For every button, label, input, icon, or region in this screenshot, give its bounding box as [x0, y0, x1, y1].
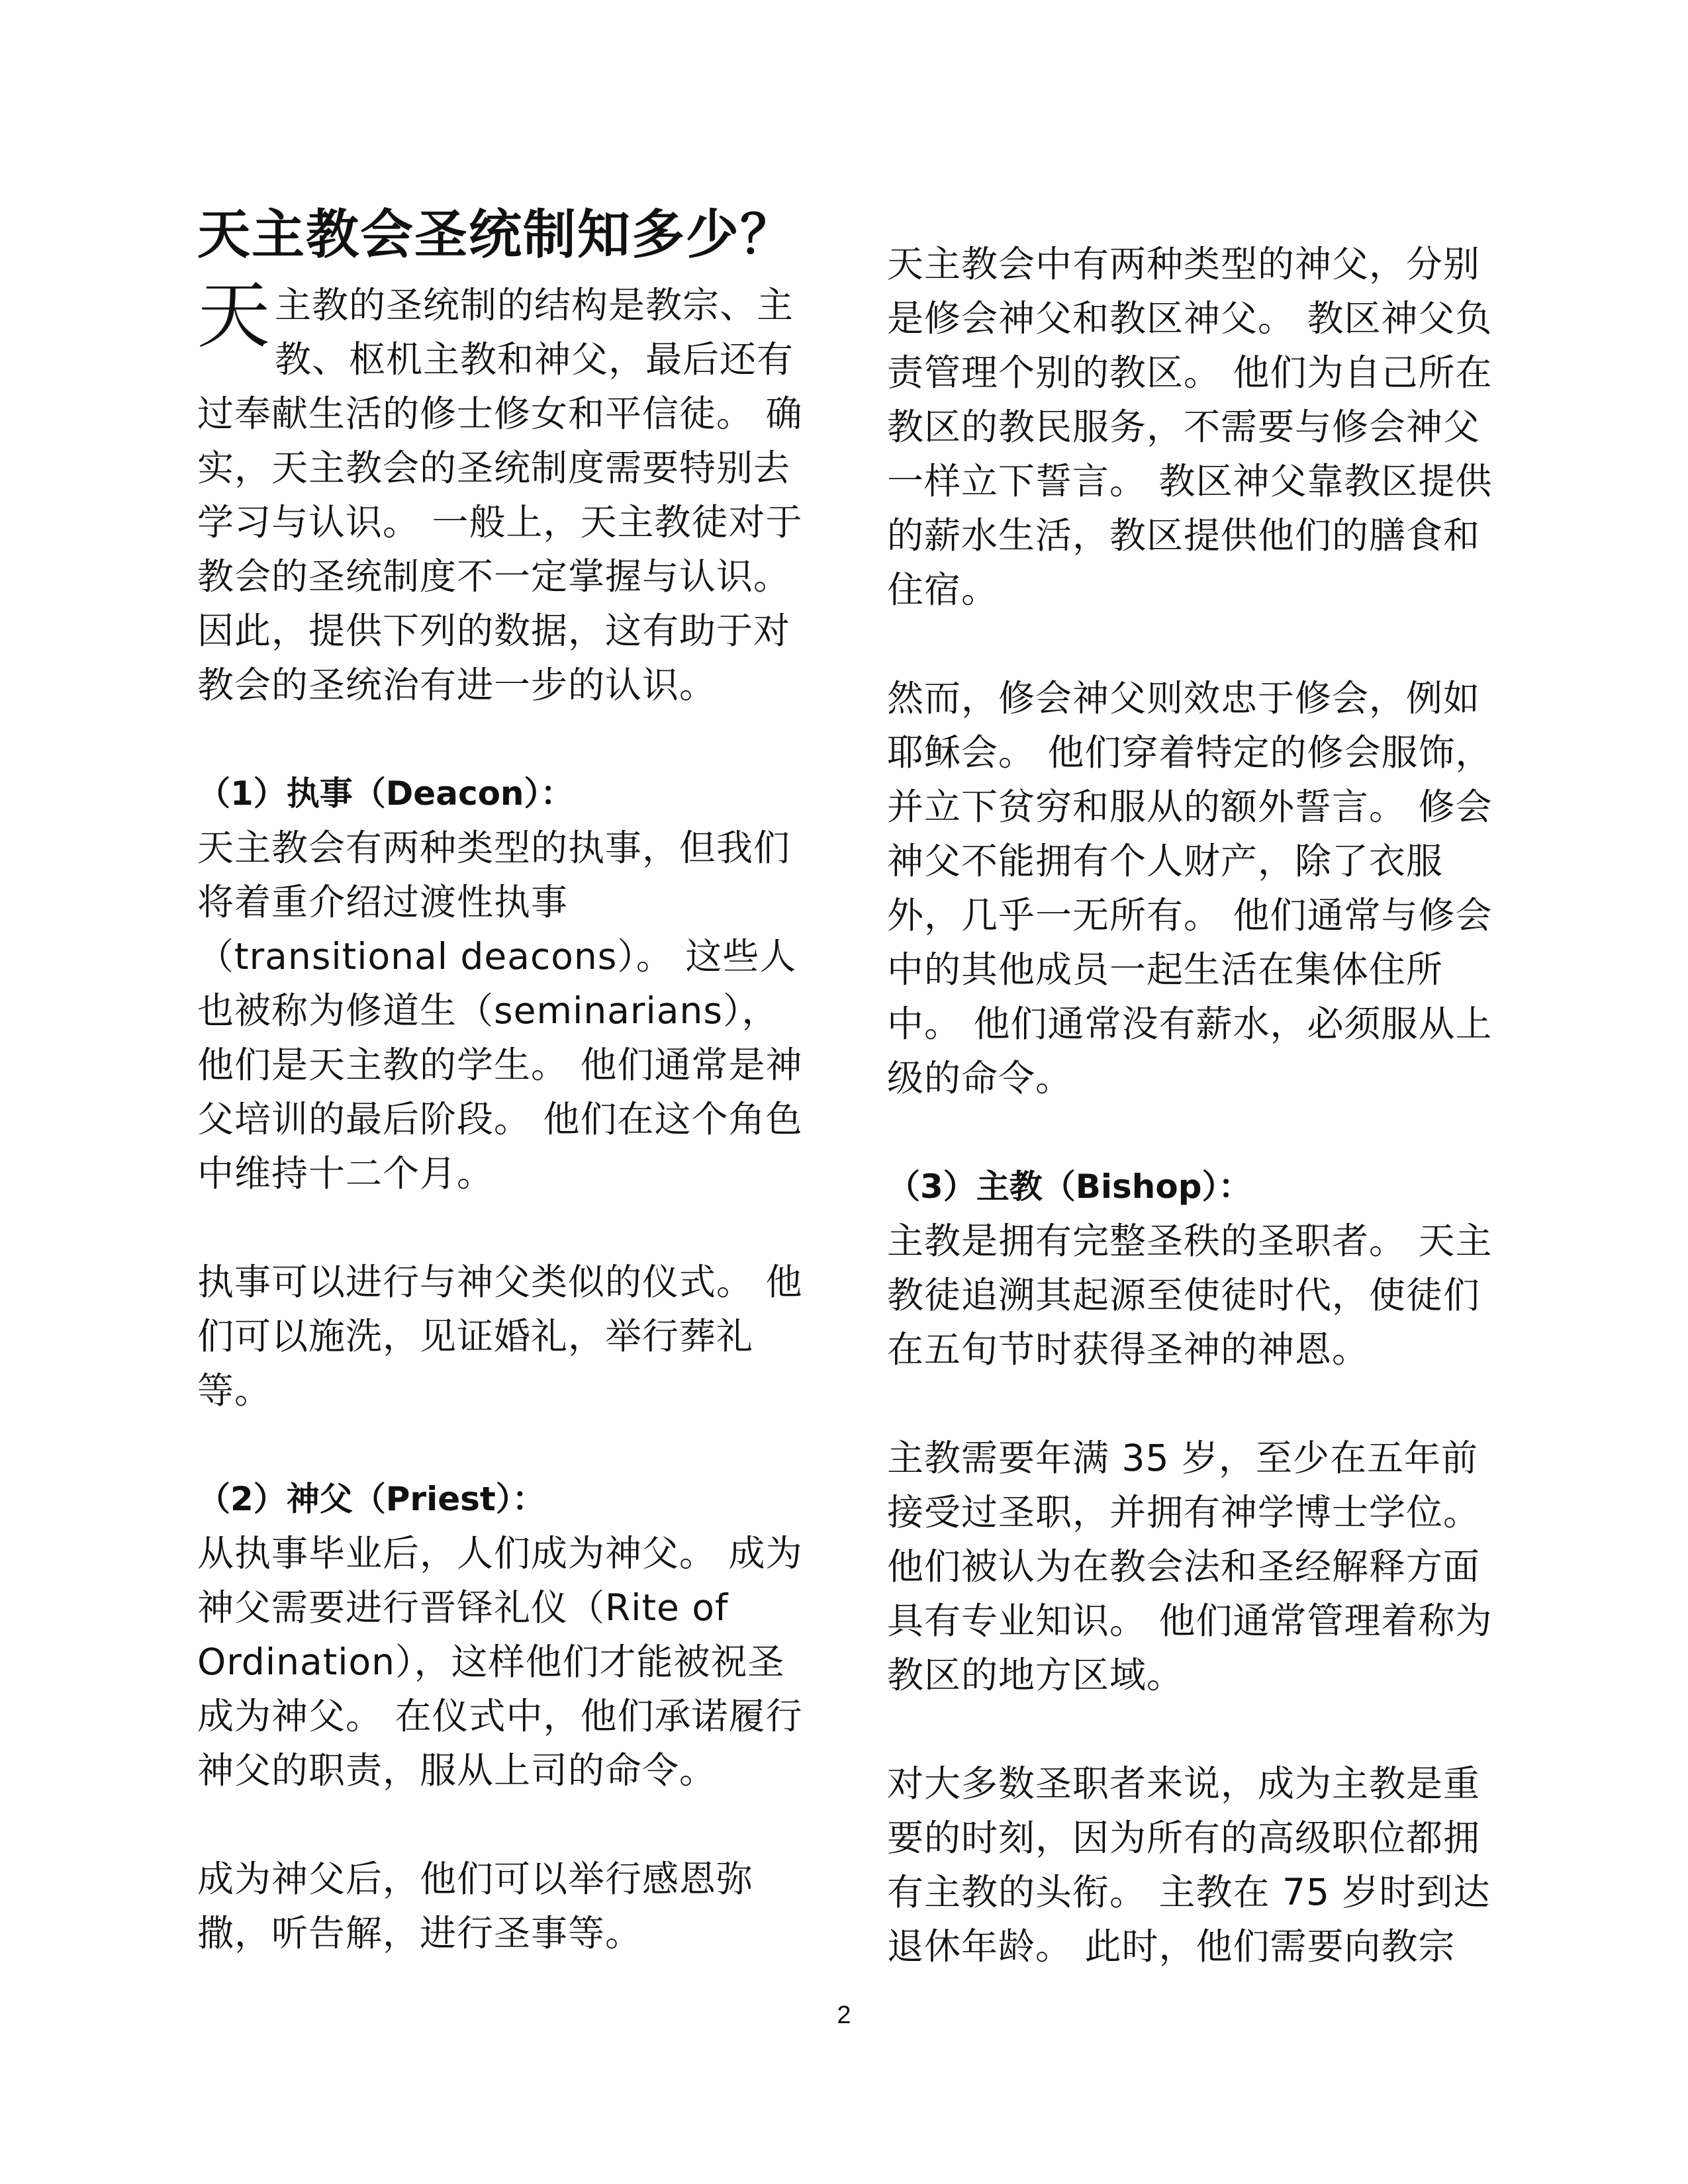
section-bishop [887, 1160, 1496, 1974]
section-heading-deacon: （1）执事（Deacon）： [197, 774, 574, 813]
right-column [887, 237, 1496, 1974]
section-priest [197, 1472, 806, 1960]
left-column [197, 199, 806, 1960]
priest-paragraph-2: 成为神父后，他们可以举行感恩弥撒，听告解，进行圣事等。 [197, 1858, 754, 1954]
intro-paragraph [197, 273, 806, 712]
page-number: 2 [837, 2001, 851, 2029]
section-deacon [197, 766, 806, 1418]
deacon-paragraph-1: 天主教会有两种类型的执事，但我们将着重介绍过渡性执事（transitional deacons）。 这些人也被称为修道生（seminarians），他们是天主教的学生。 他们通常是神父培训的最后阶段。 他们在这个角色中维持十二个月。 [197, 827, 803, 1195]
deacon-paragraph-2: 执事可以进行与神父类似的仪式。 他们可以施洗，见证婚礼，举行葬礼等。 [197, 1261, 803, 1412]
bishop-paragraph-1: 主教是拥有完整圣秩的圣职者。 天主教徒追溯其起源至使徒时代，使徒们在五旬节时获得圣神的神恩。 [887, 1220, 1493, 1371]
bishop-paragraph-3: 对大多数圣职者来说，成为主教是重要的时刻，因为所有的高级职位都拥有主教的头衔。 主教在 75 岁时到达退休年龄。 此时，他们需要向教宗 [887, 1762, 1491, 1968]
section-heading-priest: （2）神父（Priest）： [197, 1480, 545, 1518]
section-heading-bishop: （3）主教（Bishop）： [887, 1167, 1252, 1206]
priest-paragraph-1: 从执事毕业后，人们成为神父。 成为神父需要进行晋铎礼仪（Rite of Ordination），这样他们才能被祝圣成为神父。 在仪式中，他们承诺履行神父的职责，服从上司的命令。 [197, 1532, 803, 1792]
bishop-paragraph-2: 主教需要年满 35 岁，至少在五年前接受过圣职，并拥有神学博士学位。 他们被认为在教会法和圣经解释方面具有专业知识。 他们通常管理着称为教区的地方区域。 [887, 1437, 1493, 1696]
religious-priest-paragraph: 然而，修会神父则效忠于修会，例如耶稣会。 他们穿着特定的修会服饰，并立下贫穷和服从的额外誓言。 修会神父不能拥有个人财产，除了衣服外，几乎一无所有。 他们通常与修会中的其他成员一起生活在集体住所中。 他们通常没有薪水，必须服从上级的命令。 [887, 677, 1493, 1099]
intro-text: 主教的圣统制的结构是教宗、主教、枢机主教和神父，最后还有过奉献生活的修士修女和平信徒。 确实，天主教会的圣统制度需要特别去学习与认识。 一般上，天主教徒对于教会的圣统制度不一定掌握与认识。 因此，提供下列的数据，这有助于对教会的圣统治有进一步的认识。 [197, 284, 803, 706]
page-title: 天主教会圣统制知多少？ [197, 204, 794, 265]
priest-types-paragraph: 天主教会中有两种类型的神父，分别是修会神父和教区神父。 教区神父负责管理个别的教区。 他们为自己所在教区的教民服务，不需要与修会神父一样立下誓言。 教区神父靠教区提供的薪水生活，教区提供他们的膳食和住宿。 [887, 243, 1493, 611]
drop-cap: 天 [197, 273, 271, 358]
